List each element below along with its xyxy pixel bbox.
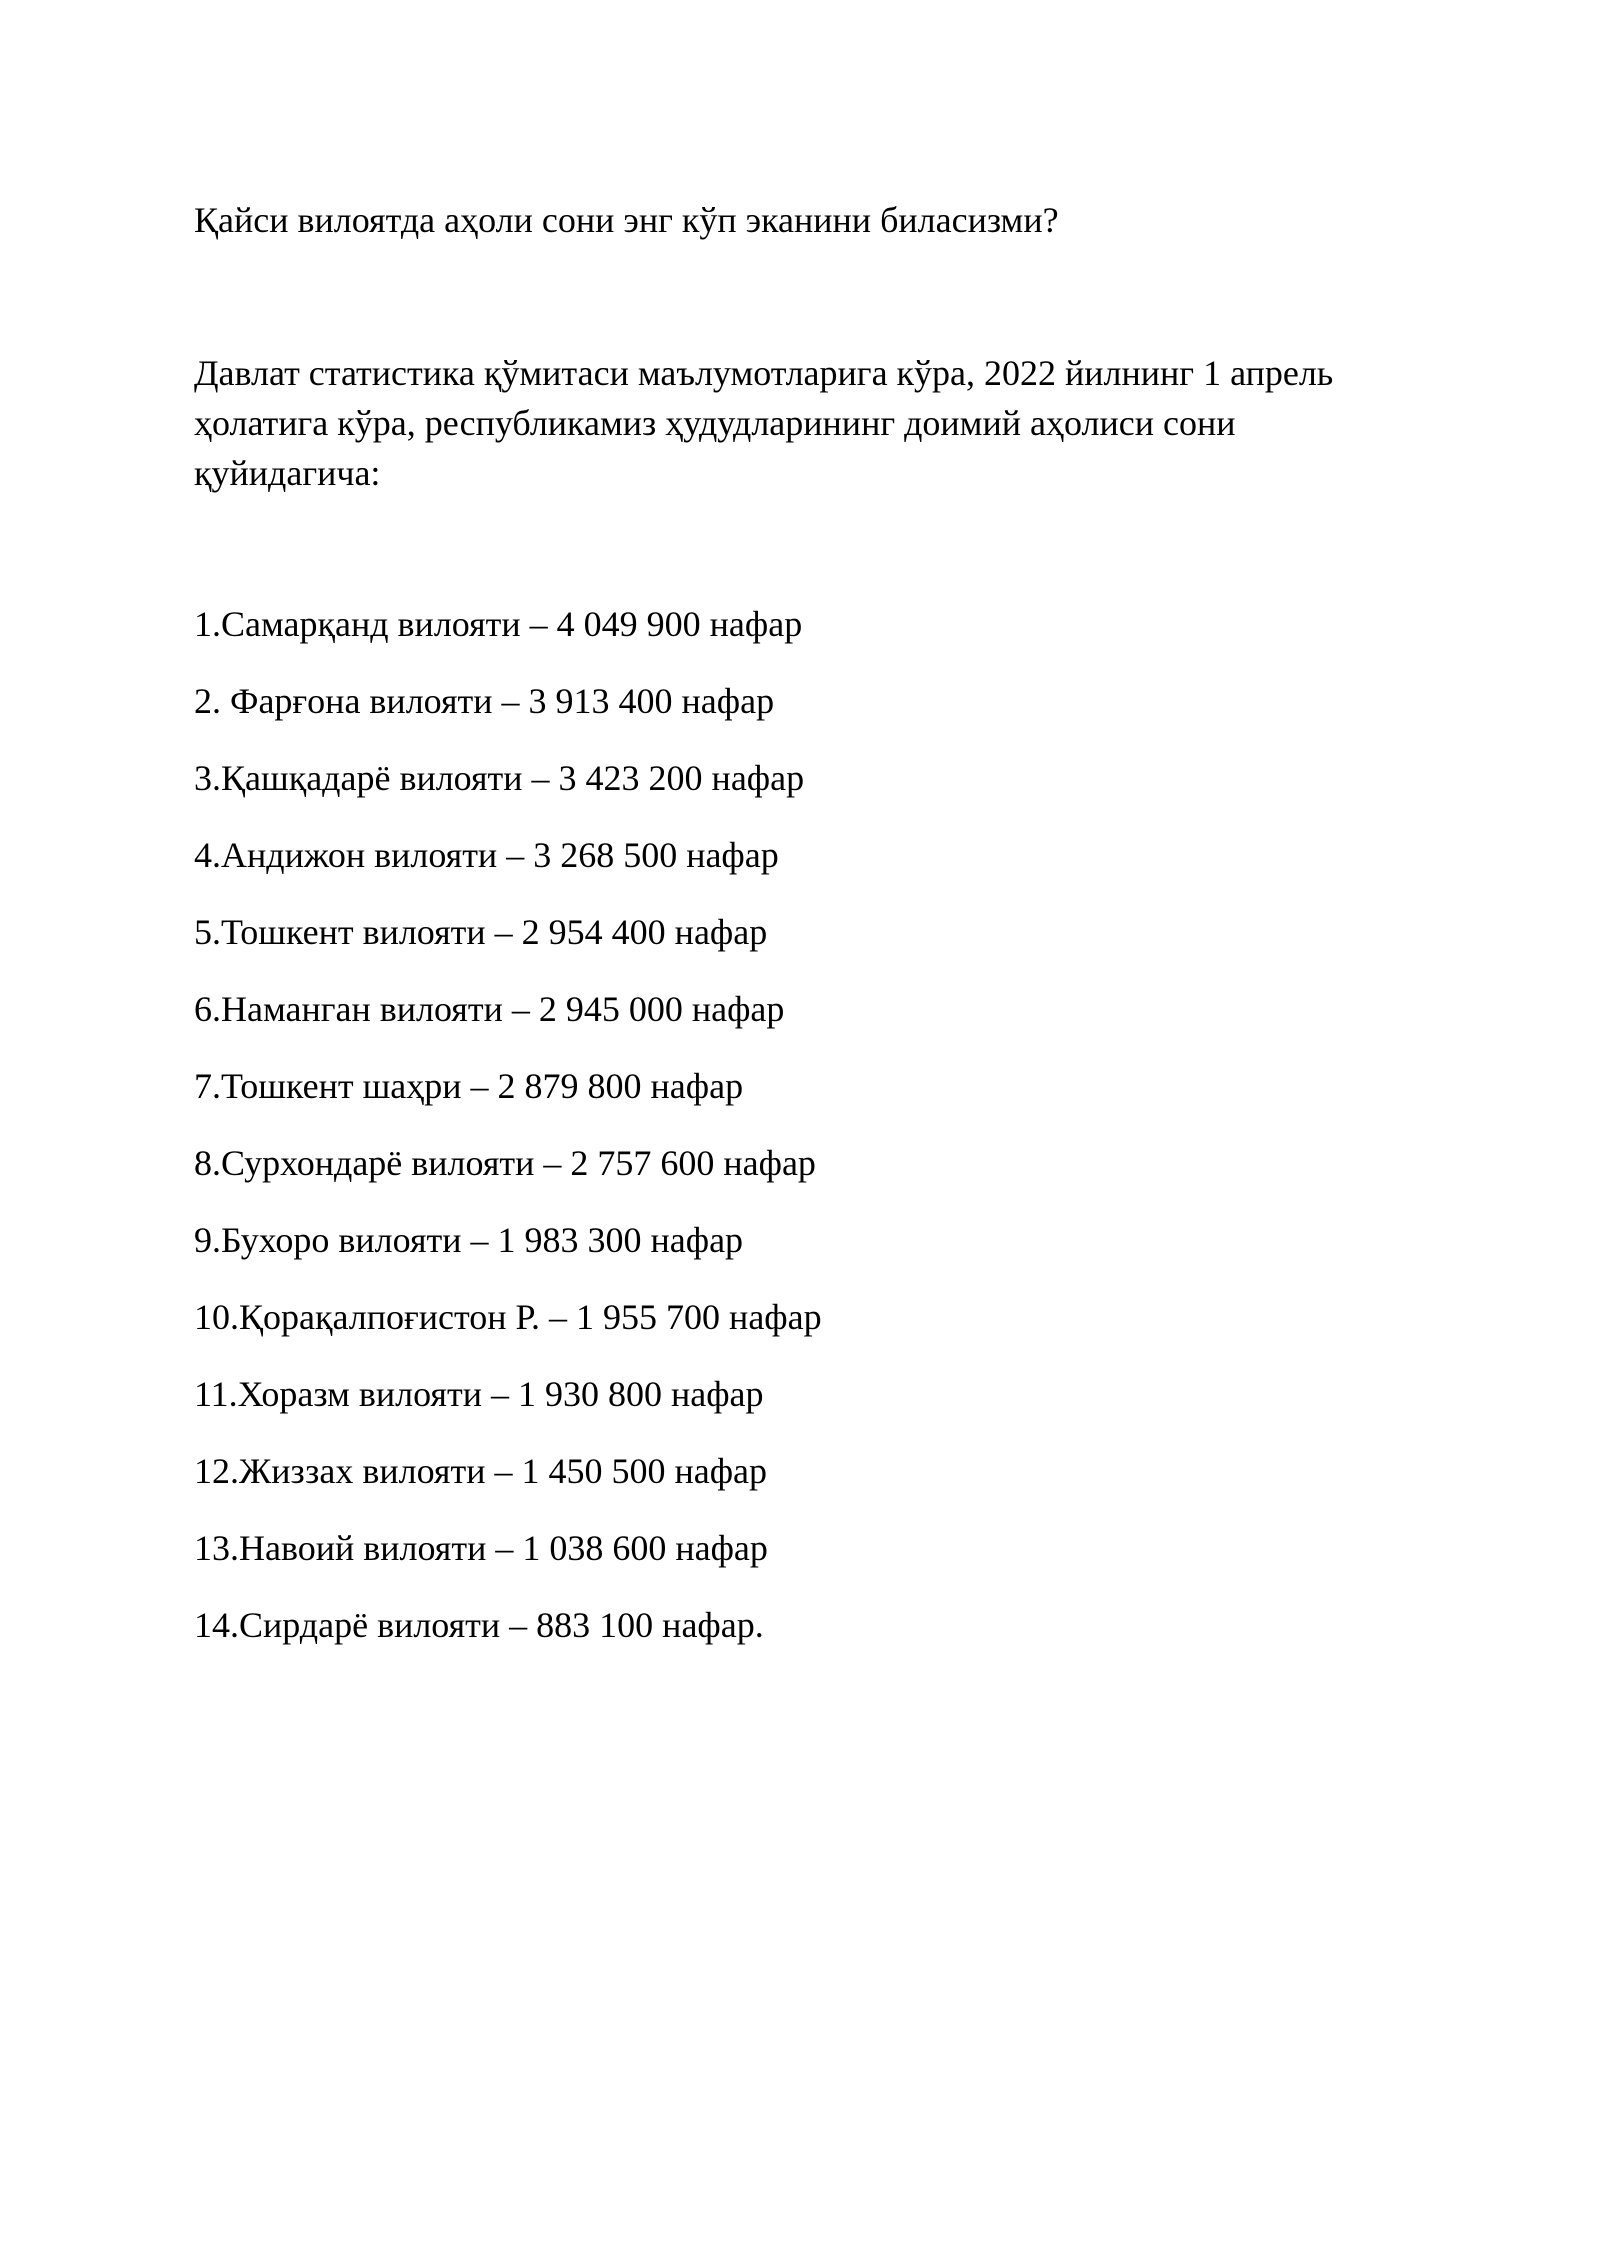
question-heading: Қайси вилоятда аҳоли сони энг кўп эканини биласизми? xyxy=(194,200,1059,240)
list-item: 6.Наманган вилояти – 2 945 000 нафар xyxy=(194,989,785,1029)
list-item: 7.Тошкент шаҳри – 2 879 800 нафар xyxy=(194,1066,744,1106)
list-item: 9.Бухоро вилояти – 1 983 300 нафар xyxy=(194,1220,744,1260)
list-item: 11.Хоразм вилояти – 1 930 800 нафар xyxy=(194,1374,764,1414)
list-item: 4.Андижон вилояти – 3 268 500 нафар xyxy=(194,835,779,875)
list-item: 3.Қашқадарё вилояти – 3 423 200 нафар xyxy=(194,758,805,798)
intro-paragraph: Давлат статистика қўмитаси маълумотларига кўра, 2022 йилнинг 1 апрель ҳолатига кўра, республикамиз ҳудудларининг доимий аҳолиси сони қуйидагича: xyxy=(194,353,1334,493)
region-population-list xyxy=(194,600,822,1678)
list-item: 13.Навоий вилояти – 1 038 600 нафар xyxy=(194,1528,768,1568)
list-item: 2. Фарғона вилояти – 3 913 400 нафар xyxy=(194,681,775,721)
list-item: 8.Сурхондарё вилояти – 2 757 600 нафар xyxy=(194,1143,816,1183)
list-item: 14.Сирдарё вилояти – 883 100 нафар. xyxy=(194,1605,764,1645)
list-item: 12.Жиззах вилояти – 1 450 500 нафар xyxy=(194,1451,768,1491)
list-item: 1.Самарқанд вилояти – 4 049 900 нафар xyxy=(194,604,803,644)
list-item: 10.Қорақалпоғистон Р. – 1 955 700 нафар xyxy=(194,1297,822,1337)
list-item: 5.Тошкент вилояти – 2 954 400 нафар xyxy=(194,912,768,952)
